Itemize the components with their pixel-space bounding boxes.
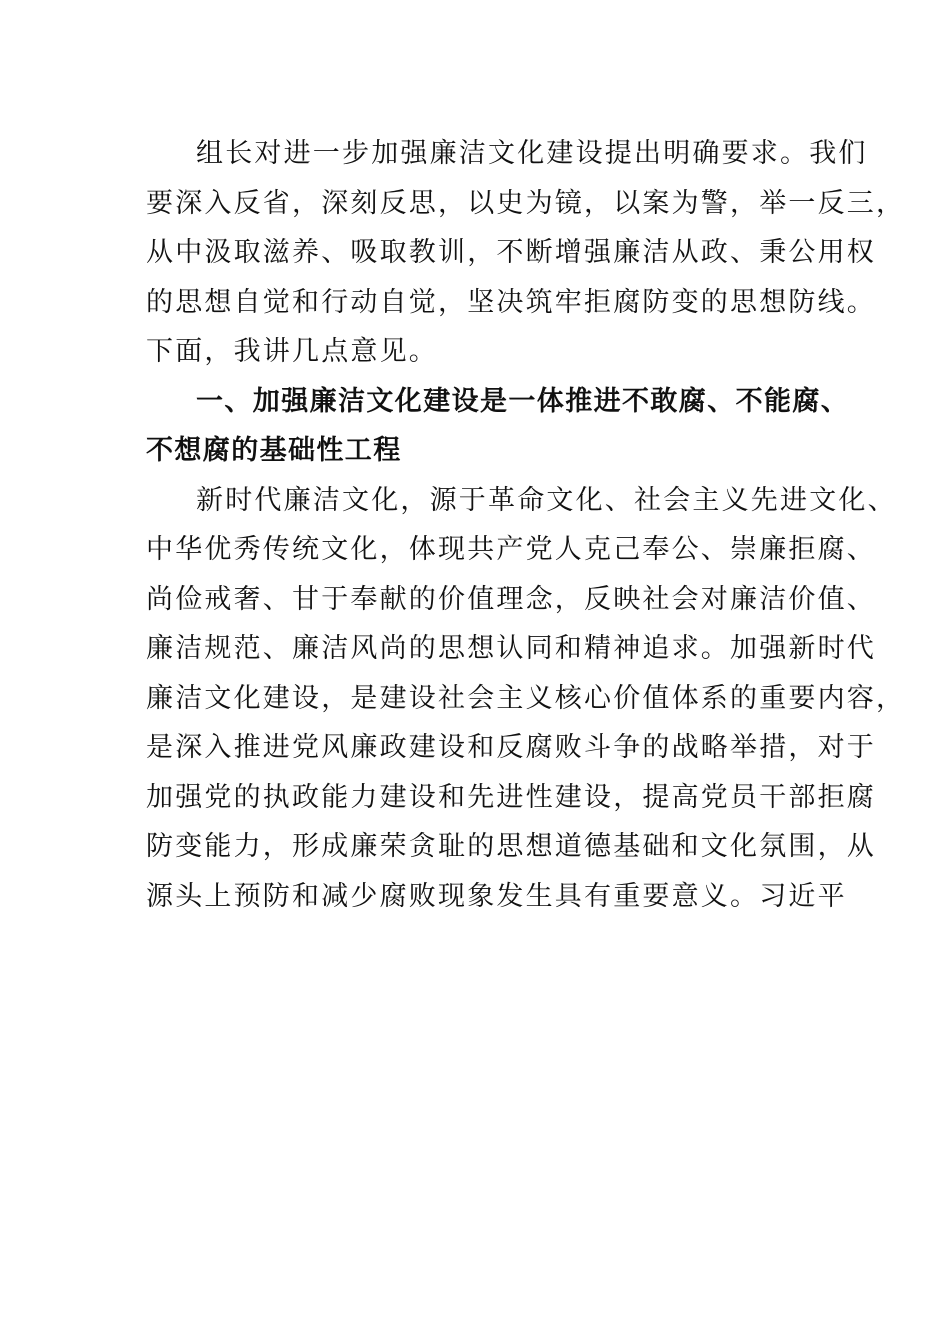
body-line-9: 源头上预防和减少腐败现象发生具有重要意义。习近平 bbox=[146, 881, 847, 912]
body-line-1: 新时代廉洁文化，源于革命文化、社会主义先进文化、 bbox=[196, 485, 897, 516]
intro-line-1: 组长对进一步加强廉洁文化建设提出明确要求。我们 bbox=[196, 138, 868, 169]
body-line-2: 中华优秀传统文化，体现共产党人克己奉公、崇廉拒腐、 bbox=[146, 534, 876, 565]
body-line-5: 廉洁文化建设，是建设社会主义核心价值体系的重要内容， bbox=[146, 683, 906, 714]
intro-line-3: 从中汲取滋养、吸取教训，不断增强廉洁从政、秉公用权 bbox=[146, 237, 876, 268]
section-heading-line-1: 一、加强廉洁文化建设是一体推进不敢腐、不能腐、 bbox=[196, 386, 850, 417]
section-heading-line-2: 不想腐的基础性工程 bbox=[146, 435, 402, 466]
intro-line-4: 的思想自觉和行动自觉，坚决筑牢拒腐防变的思想防线。 bbox=[146, 287, 876, 318]
body-line-8: 防变能力，形成廉荣贪耻的思想道德基础和文化氛围，从 bbox=[146, 831, 876, 862]
body-line-4: 廉洁规范、廉洁风尚的思想认同和精神追求。加强新时代 bbox=[146, 633, 876, 664]
intro-line-2: 要深入反省，深刻反思，以史为镜，以案为警，举一反三， bbox=[146, 188, 906, 219]
intro-line-5: 下面，我讲几点意见。 bbox=[146, 336, 438, 367]
body-line-6: 是深入推进党风廉政建设和反腐败斗争的战略举措，对于 bbox=[146, 732, 876, 763]
body-line-3: 尚俭戒奢、甘于奉献的价值理念，反映社会对廉洁价值、 bbox=[146, 584, 876, 615]
body-line-7: 加强党的执政能力建设和先进性建设，提高党员干部拒腐 bbox=[146, 782, 876, 813]
